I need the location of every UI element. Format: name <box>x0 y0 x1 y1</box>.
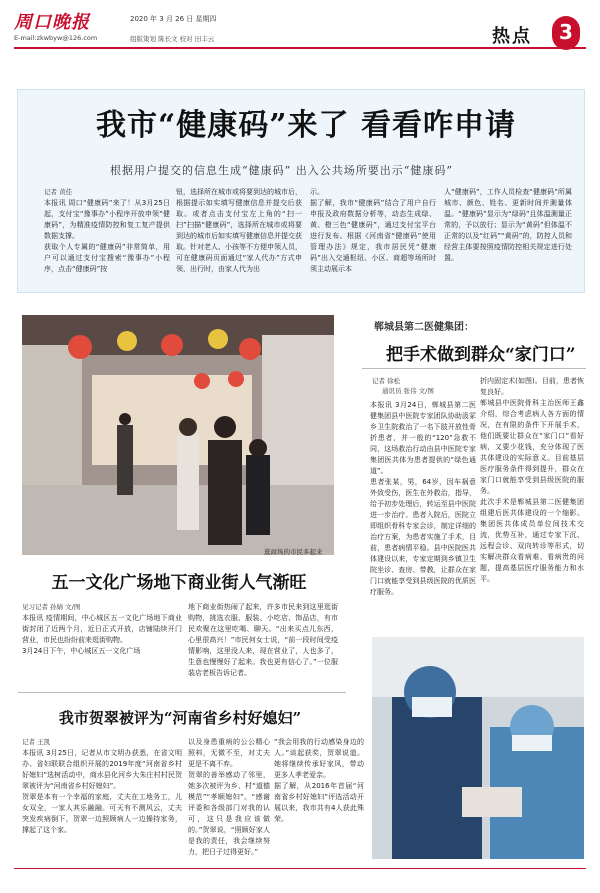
article-column: “我会用我的行动感染身边的人。”谈起获奖，贺翠说道。她将继续传承好家风，带动更多人孝老爱亲。 据了解，从2016年首届“河南省乡村好媳妇”评选活动开展以来，我市共有4人获此殊荣。 <box>274 738 364 823</box>
article-column: 本报讯 3月25日，记者从市文明办获悉，在省文明办、省妇联联合组织开展的2019年度“河南省乡村好媳妇”选树活动中，商水县化河乡大朱庄村村民贺翠被评为“河南省乡村好媳妇”。 贺翠是本有一个幸福的家庭，丈夫在工地务工，儿女双全，一家人其乐融融。可天有不测风云，丈夫突发疾病倒下，贺翠一边照顾病人一边操持家务，撑起了这个家。 <box>22 749 182 834</box>
subheadline-health-code: 根据用户提交的信息生成“健康码” 出入公共场所要出示“健康码” <box>110 164 453 177</box>
byline-mall: 见习记者 孙婧 文/图 <box>22 603 81 611</box>
photo-surgery <box>372 637 584 859</box>
byline-health-code: 记者 黄佳 <box>44 188 73 196</box>
headline-good-daughter-in-law: 我市贺翠被评为“河南省乡村好媳妇” <box>58 709 302 727</box>
staff-credits: 组版策划 陈长文 校对 田丰云 <box>130 35 215 43</box>
page-number-badge: 3 <box>552 16 580 50</box>
surgery-illustration <box>372 637 584 859</box>
section-title: 热点 <box>492 26 532 47</box>
article-column: 人“健康码”，工作人员检查“健康码”所属城市、颜色、姓名、更新时间并測量体温。“健康码”显示为“绿码”且体温測量正常的，予以放行；显示为“黄码”但体温不正常的以及“红码”“黄码”的，防控人员和经营主体要按照疫情防控相关规定进行处置。 <box>444 188 572 262</box>
article-column: 本报讯 3月24日，郸城县第二医健集团县中医院专家团队协助汲冢乡卫生院救治了一名下肢开放性骨折患者，并一般的“120”急救不同，这场救治行动由县中医院专家集团医共体为患者提供的“绿色通道”。 患者张某，男，64岁，因车祸意外致受伤，医生在外救治，指导，给予初步处理后，转运至县中医院进一步治疗。患者入院后，医院立即组织骨科专家会诊，制定详细的治疗方案，为患者实施了手术，目前，患者病情平稳。县中医院医共体建设以来，专家定期到乡镇卫生院坐诊、查房、带教，让群众在家门口就能享受到县级医院的优质医疗服务。 <box>370 401 476 596</box>
section-divider <box>362 368 586 369</box>
byline-hospital: 记者 徐松 <box>372 377 401 385</box>
newspaper-logo: 周口晚报 <box>14 12 90 33</box>
article-column: 折内固定术(如图)。目前，患者恢复良好。 郸城县中医院骨科主治医师王鑫介绍，综合考虑病人各方面的情况，在有限的条件下开展手术，他们既要让群众在“家门口”看好病，又要少花钱，充分体现了医共体建设的实际意义。目前基层医疗服务条件得到提升，群众在家门口就能享受到县级医院的服务。 此次手术是郸城县第二医健集团组建后医共体建设的一个缩影。集团医共体成员单位间技术交流，优势互补，通过专家下沉、远程会诊、双向转诊等形式，切实解决群众看病难、看病贵的问题，提高基层医疗服务能力和水平。 <box>480 377 584 583</box>
byline-good-daughter-in-law: 记者 王凯 <box>22 738 51 746</box>
photo-mall-shoppers <box>22 315 334 555</box>
article-column: 本报讯 疫情期间，中心城区五一文化广场地下商业街封闭了近两个月，近日正式开放，店铺陆续开门营业，市民也纷纷前来逛街购物。 3月24日下午，中心城区五一文化广场 <box>22 614 182 655</box>
header-divider <box>14 47 586 49</box>
editor-email: E-mail:zkwbyw@126.com <box>14 34 98 42</box>
headline-health-code: 我市“健康码”来了 看看咋申请 <box>96 108 516 143</box>
article-column: 本报讯 周口“健康码”来了！从3月25日起，支付宝“豫事办”小程序开放申领“健康码”，为精准疫情防控和复工复产提供数据支撑。 获取个人专属的“健康码”非常简单，用户可以通过支付宝搜索“豫事办”小程序，点击“健康码”按 <box>44 199 170 273</box>
issue-date: 2020 年 3 月 26 日 星期四 <box>130 15 217 23</box>
kicker-hospital: 郸城县第二医健集团： <box>374 322 474 333</box>
article-column: 钮，选择所在城市或将要到达的城市后，根据提示如实填写健康信息并提交后获取。或者点击支付宝左上角的“扫一扫”扫描“健康码”，选择所在城市或将要到达的城市后如实填写健康信息并提交获取。针对老人、小孩等不方便申领人员，可在健康码页面通过“家人代办”方式申领，出行时，由家人代为出 <box>176 188 302 273</box>
headline-hospital: 把手术做到群众“家门口” <box>386 345 576 365</box>
section-divider <box>18 692 346 693</box>
photo-caption: 逛商场的市民多起来 <box>264 548 323 556</box>
article-column: 示。 据了解，我市“健康码”结合了用户自行申报及政府数据分析等，动态生成绿、黄、橙三色“健康码”，通过支付宝平台进行发布。根据《河南省“健康码”使用管理办法》规定，我市居民凭“健康码”出入交通枢纽、小区、商超等场所时须主动展示本 <box>310 188 436 273</box>
article-column: 以及身患重病的公公精心照料，无微不至，对丈夫更是不离不弃。 贺翠的善举感动了邻里，她多次被评为乡、村“道德模范”“孝顺媳妇”。“感谢评委和各级部门对我的认可，这只是我应该做的。”贺翠说，“照顾好家人是我的责任，我会继续努力，把日子过得更好。” <box>188 738 270 856</box>
footer-divider <box>14 868 586 869</box>
headline-mall: 五一文化广场地下商业街人气渐旺 <box>51 573 307 593</box>
mall-illustration <box>22 315 334 555</box>
article-column: 地下商业街热闹了起来，许多市民来到这里逛街购物，挑选衣服、服装、小吃店、饰品店，有市民欢聚在这里吃喝、聊天。“出来买点儿东西，心里很高兴！”市民何女士说，“前一段时间受疫情影响，这里没人来，现在营业了，人也多了，生意也慢慢好了起来。我也更有信心了。”一位服装店老板告诉记者。 <box>188 603 338 677</box>
byline-hospital-2: 通讯员 张伟 文/图 <box>382 387 434 395</box>
